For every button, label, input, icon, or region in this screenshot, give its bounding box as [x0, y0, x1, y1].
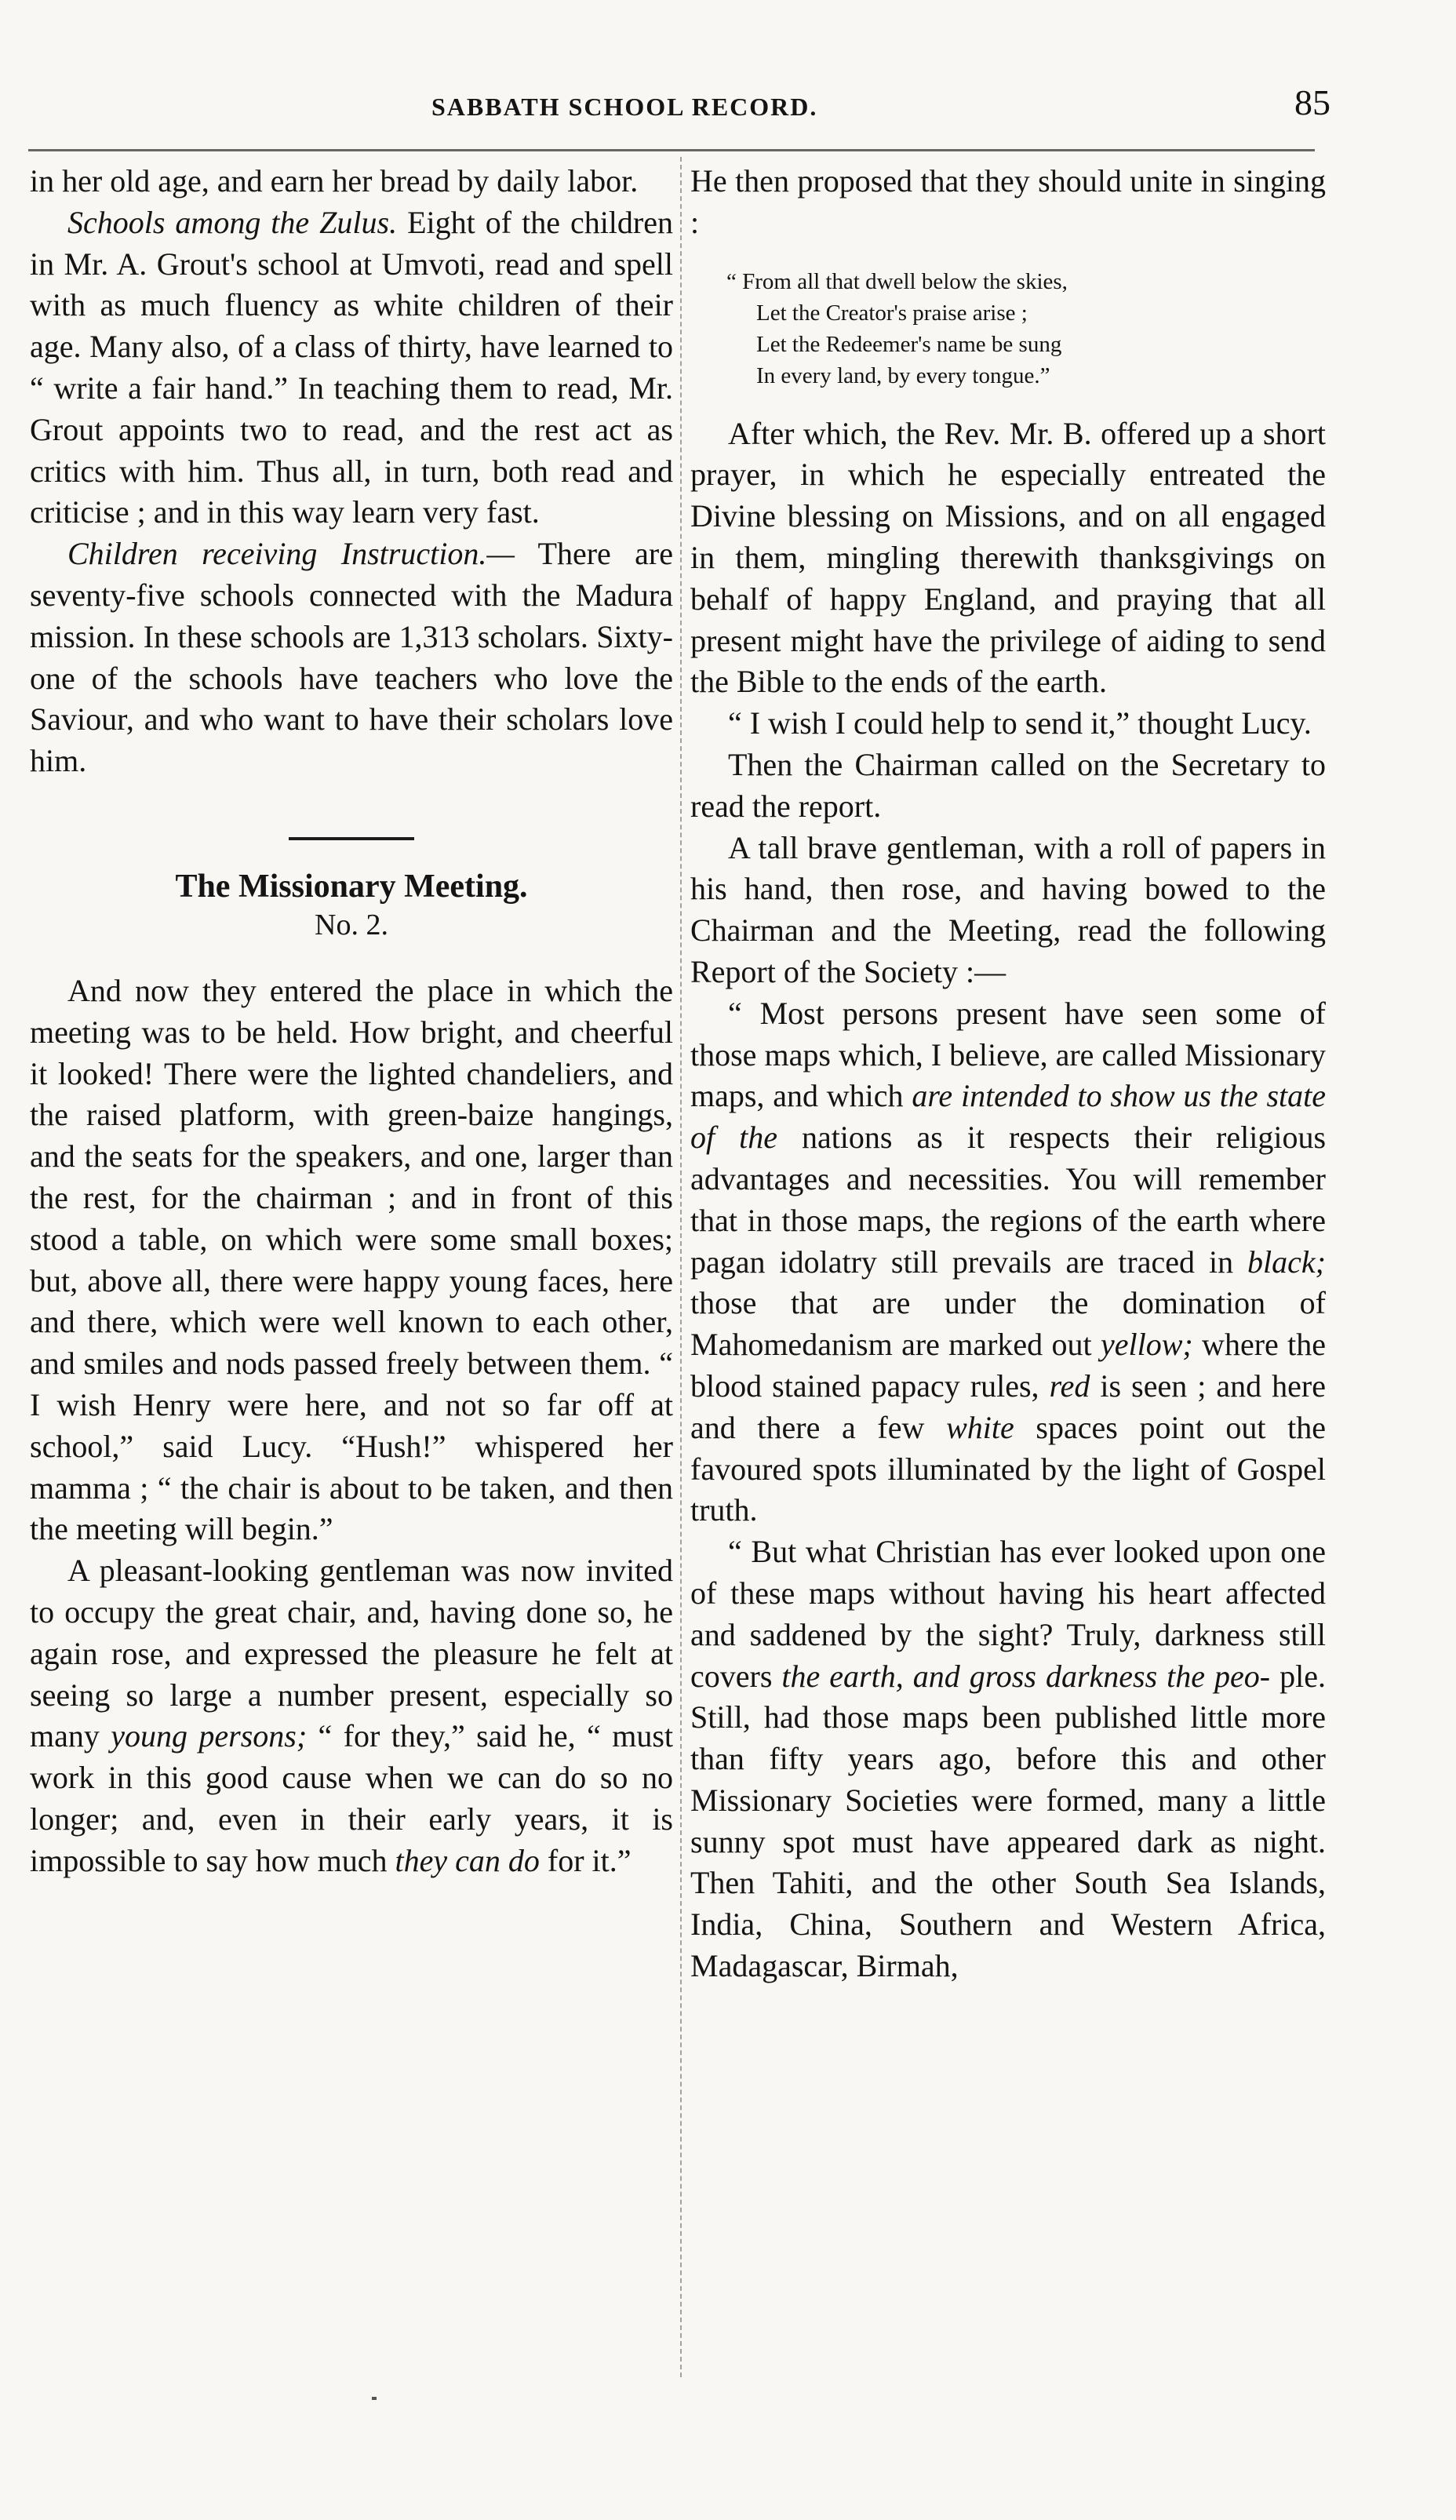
paragraph-zulus: Schools among the Zulus. Eight of the children in Mr. A. Grout's school at Umvoti, read and spell with as much fluency as white children of their age. Many also, of a class of thirty, have learned to “ write a fair hand.” In teaching them to read, Mr. Grout appoints two to read, and the rest act as critics with him. Thus all, in turn, both read and criticise ; and in this way learn very fast.: [30, 204, 673, 530]
paragraph-report-maps: “ Most persons present have seen some of those maps which, I believe, are called Missionary maps, and which are intended to show us the state of the nations as it respects their religious advantages and necessities. You will remember that in those maps, the regions of the earth where pagan idolatry still prevails are traced in black; those that are under the domination of Mahomedanism are marked out yellow; where the blood stained papacy rules, red is seen ; and here and there a few white spaces point out the favoured spots illuminated by the light of Gospel truth.: [690, 995, 1327, 1528]
paragraph-children: Children receiving Instruction.— There are seventy-five schools connected with the Madura mission. In these schools are 1,313 scholars. Sixty-one of the schools have teachers who love the Saviour, and who want to have their scholars love him.: [30, 536, 673, 779]
running-title: SABBATH SCHOOL RECORD.: [431, 93, 818, 121]
running-head: [0, 82, 1456, 137]
section-subtitle: No. 2.: [315, 908, 388, 941]
children-heading: Children receiving Instruction.—: [67, 536, 515, 572]
paragraph-chairman: Then the Chairman called on the Secretary to read the report.: [690, 746, 1326, 824]
column-divider: [680, 157, 682, 2377]
right-column: [690, 161, 1326, 1987]
section-divider: [289, 837, 414, 840]
paragraph-entered: And now they entered the place in which the meeting was to be held. How bright, and cheerful it looked! There were the lighted chandeliers, and the raised platform, with green-baize hangings, and the seats for the speakers, and one, larger than the rest, for the chairman ; and in front of this stood a table, on which were some small boxes; but, above all, there were happy young faces, here and there, which were well known to each other, and smiles and nods passed freely between them. “ I wish Henry were here, and not so far off at school,” said Lucy. “Hush!” whispered her mamma ; “ the chair is about to be taken, and then the meeting will begin.”: [30, 972, 673, 1547]
hymn-line: “ From all that dwell below the skies,: [726, 268, 1068, 294]
ink-speck: [372, 2397, 377, 2400]
left-column: [30, 161, 673, 1881]
paragraph-continued: in her old age, and earn her bread by daily labor.: [30, 163, 639, 198]
section-title: The Missionary Meeting.: [175, 868, 528, 905]
page-number: 85: [1294, 82, 1330, 122]
paragraph-proposed: He then proposed that they should unite in singing :: [690, 163, 1326, 240]
hymn-line: Let the Creator's praise arise ;: [756, 300, 1028, 326]
paragraph-report-christian: “ But what Christian has ever looked upon one of these maps without having his heart affected and saddened by the sight? Truly, darkness still covers the earth, and gross darkness the peo- ple. Still, had those maps been published little more than fifty years ago, before this and other Missionary Societies were formed, many a little sunny spot must have appeared dark as night. Then Tahiti, and the other South Sea Islands, India, China, Southern and Western Africa, Madagascar, Birmah,: [690, 1534, 1326, 1984]
paragraph-prayer: After which, the Rev. Mr. B. offered up a short prayer, in which he especially entreated the Divine blessing on Missions, and on all engaged in them, mingling therewith thanksgivings on behalf of happy England, and praying that all present might have the privilege of aiding to send the Bible to the ends of the earth.: [690, 415, 1326, 700]
paragraph-tall-gentleman: A tall brave gentleman, with a roll of papers in his hand, then rose, and having bowed to the Chairman and the Meeting, read the following Report of the Society :—: [690, 829, 1326, 989]
header-rule: [28, 149, 1315, 159]
hymn-line: In every land, by every tongue.”: [756, 362, 1050, 388]
paragraph-lucy-wish: “ I wish I could help to send it,” thought Lucy.: [728, 705, 1312, 741]
zulus-heading: Schools among the Zulus.: [67, 204, 398, 240]
hymn-verse: [726, 266, 1326, 391]
hymn-line: Let the Redeemer's name be sung: [756, 331, 1062, 357]
paragraph-gentleman: A pleasant-looking gentleman was now invited to occupy the great chair, and, having done so, he again rose, and expressed the pleasure he felt at seeing so large a number present, especially so many young persons; “ for they,” said he, “ must work in this good cause when we can do so no longer; and, even in their early years, it is impossible to say how much they can do for it.”: [30, 1553, 673, 1878]
